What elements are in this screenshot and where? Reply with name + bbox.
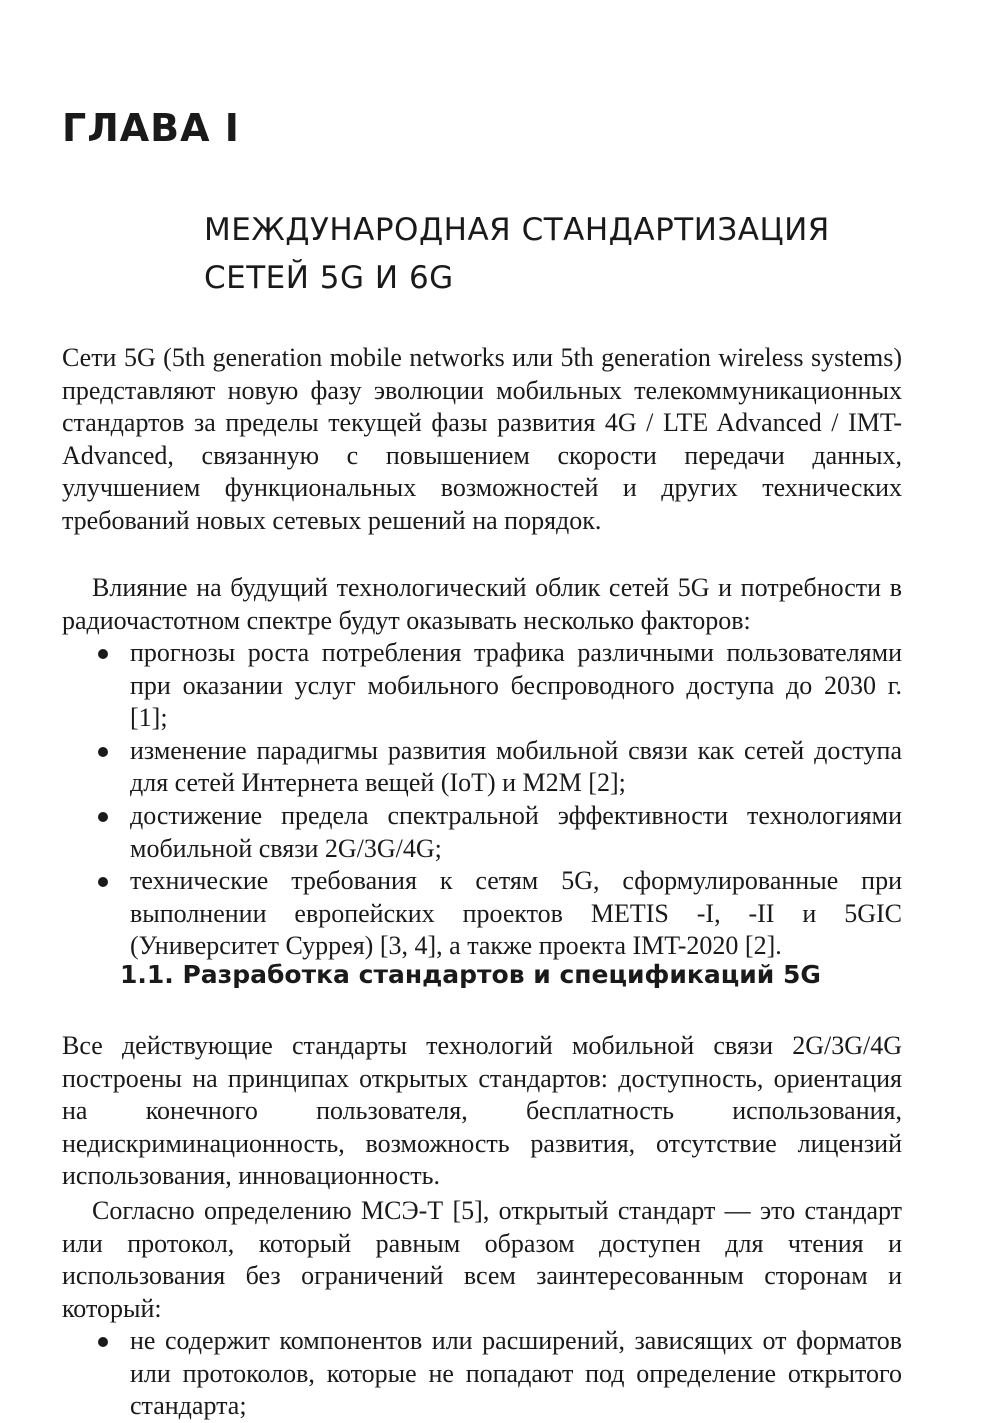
- list-item: изменение парадигмы развития мобильной связи как сетей доступа для сетей Интернета вещей (IoT) и M2M [2];: [62, 735, 902, 800]
- list-item: прогнозы роста потребления трафика различными пользователями при оказании услуг мобильного беспроводного доступа до 2030 г. [1];: [62, 637, 902, 735]
- bullet-icon: [98, 812, 108, 822]
- definition-list: [62, 1325, 902, 1423]
- bullet-icon: [98, 1337, 108, 1347]
- chapter-title-line-1: МЕЖДУНАРОДНАЯ СТАНДАРТИЗАЦИЯ: [204, 212, 830, 248]
- factors-list: [62, 637, 902, 963]
- section-heading: 1.1. Разработка стандартов и спецификаций 5G: [120, 960, 821, 989]
- chapter-title: [204, 206, 964, 302]
- chapter-heading: ГЛАВА I: [62, 106, 240, 150]
- list-item: достижение предела спектральной эффективности технологиями мобильной связи 2G/3G/4G;: [62, 800, 902, 865]
- bullet-icon: [98, 877, 108, 887]
- list-item: не содержит компонентов или расширений, зависящих от форматов или протоколов, которые не попадают под определение открытого стандарта;: [62, 1325, 902, 1423]
- chapter-title-line-2: СЕТЕЙ 5G И 6G: [204, 260, 454, 296]
- intro-paragraph: Сети 5G (5th generation mobile networks или 5th generation wireless systems) представляют новую фазу эволюции мобильных телекоммуникационных стандартов за пределы текущей фазы развития 4G / LTE Advanced / IMT-Advanced, связанную с повышением скорости передачи данных, улучшением функциональных возможностей и других технических требований новых сетевых решений на порядок.: [62, 343, 902, 535]
- list-item: технические требования к сетям 5G, сформулированные при выполнении европейских проектов METIS -I, -II и 5GIC (Университет Суррея) [3, 4], а также проекта IMT-2020 [2].: [62, 865, 902, 963]
- bullet-icon: [98, 649, 108, 659]
- bullet-icon: [98, 747, 108, 757]
- factors-paragraph: Влияние на будущий технологический облик сетей 5G и потребности в радиочастотном спектре будут оказывать несколько факторов:: [62, 573, 902, 635]
- definition-paragraph: Согласно определению МСЭ-Т [5], открытый стандарт — это стандарт или протокол, который равным образом доступен для чтения и использования без ограничений всем заинтересованным сторонам и который:: [62, 1196, 902, 1323]
- standards-paragraph: Все действующие стандарты технологий мобильной связи 2G/3G/4G построены на принципах открытых стандартов: доступность, ориентация на конечного пользователя, бесплатность использования, недискриминационность, возможность развития, отсутствие лицензий использования, инновационность.: [62, 1031, 902, 1191]
